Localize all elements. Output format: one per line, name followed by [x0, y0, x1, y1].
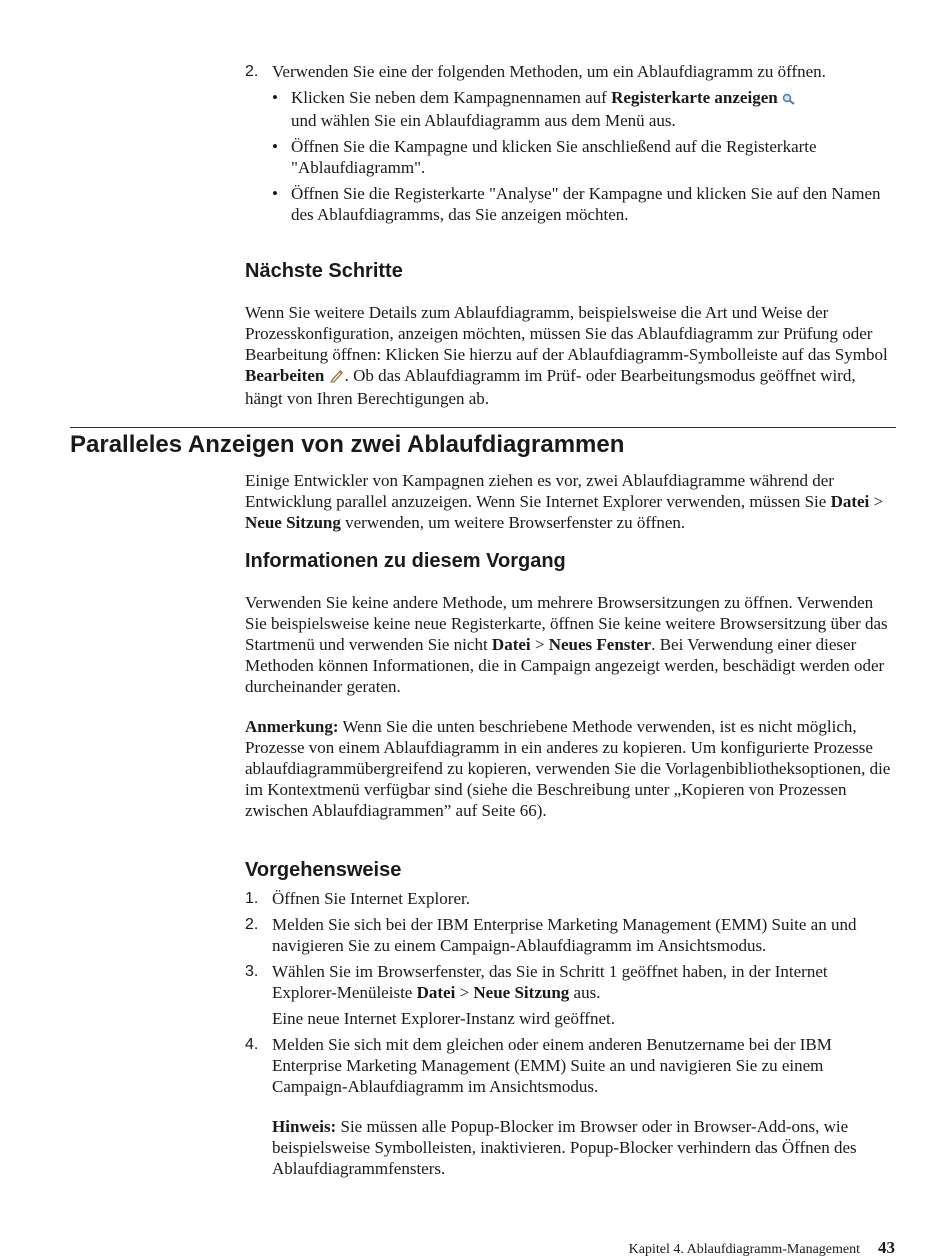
bullet-text-post: und wählen Sie ein Ablaufdiagramm aus dem Menü aus.: [291, 110, 676, 130]
step-item: [245, 914, 895, 956]
note-label: Anmerkung:: [245, 717, 339, 736]
bullet-item: [272, 87, 895, 131]
procedure-heading: Vorgehensweise: [245, 859, 402, 881]
section-intro: [245, 470, 895, 533]
bullet-item: [272, 136, 895, 178]
view-tab-label: Registerkarte anzeigen: [611, 88, 778, 107]
chapter-label: Kapitel 4. Ablaufdiagramm-Management: [628, 1242, 860, 1257]
step-number: 1.: [245, 890, 259, 907]
hint-text: Sie müssen alle Popup-Blocker im Browser oder in Browser-Add-ons, wie beispielsweise Symbolleisten, inaktivieren. Popup-Blocker verhindern das Öffnen des Ablaufdiagrammfensters.: [272, 1117, 857, 1178]
step-text: Melden Sie sich mit dem gleichen oder einem anderen Benutzername bei der IBM Enterprise Marketing Management (EMM) Suite an und navigieren Sie zu einem Campaign-Ablaufdiagramm im Ansichtsmodus.: [272, 1035, 832, 1096]
next-steps-paragraph: [245, 302, 895, 409]
step-text: Verwenden Sie eine der folgenden Methoden, um ein Ablaufdiagramm zu öffnen.: [272, 62, 826, 81]
page-footer: [629, 1238, 895, 1258]
procedure-section: [245, 858, 895, 1179]
step-text: Öffnen Sie Internet Explorer.: [272, 889, 470, 908]
new-session-label: Neue Sitzung: [245, 513, 341, 532]
bullet-list: [272, 87, 895, 225]
step-text: [272, 961, 895, 1003]
bullet-text: Öffnen Sie die Kampagne und klicken Sie anschließend auf die Registerkarte "Ablaufdiagramm".: [291, 136, 817, 177]
hint-paragraph: [272, 1116, 895, 1179]
step-item: [245, 1034, 895, 1179]
next-steps-section: [245, 259, 895, 409]
file-menu-label: Datei: [830, 492, 870, 511]
pencil-icon: [329, 367, 345, 388]
menu-separator: >: [530, 635, 549, 654]
about-section: [245, 549, 895, 821]
about-text-post: . Bei Verwendung einer dieser Methoden können Informationen, die in Campaign angezeigt werden, beschädigt werden oder durcheinander geraten.: [245, 635, 885, 696]
note-paragraph: [245, 716, 895, 821]
step-item: [245, 961, 895, 1029]
step-text: Melden Sie sich bei der IBM Enterprise Marketing Management (EMM) Suite an und navigieren Sie zu einem Campaign-Ablaufdiagramm im Ansichtsmodus.: [272, 915, 857, 955]
next-steps-text-pre: Wenn Sie weitere Details zum Ablaufdiagramm, beispielsweise die Art und Weise der Prozesskonfiguration, anzeigen möchten, müssen Sie das Ablaufdiagramm zur Prüfung oder Bearbeitung öffnen: Klicken Sie hierzu auf der Ablaufdiagramm-Symbolleiste auf das Symbol: [245, 303, 888, 364]
bullet-text: Öffnen Sie die Registerkarte "Analyse" der Kampagne und klicken Sie auf den Namen des Ablaufdiagramms, das Sie anzeigen möchten.: [291, 183, 881, 224]
new-session-label: Neue Sitzung: [473, 983, 570, 1002]
intro-text-post: verwenden, um weitere Browserfenster zu öffnen.: [340, 513, 686, 532]
file-menu-label: Datei: [416, 983, 456, 1002]
bullet-item: [272, 183, 895, 225]
next-steps-heading: Nächste Schritte: [245, 260, 403, 282]
new-window-label: Neues Fenster: [548, 635, 652, 654]
step-text-post: aus.: [569, 983, 601, 1002]
about-heading: Informationen zu diesem Vorgang: [245, 550, 566, 572]
intro-text-pre: Einige Entwickler von Kampagnen ziehen es vor, zwei Ablaufdiagramme während der Entwicklung parallel anzuzeigen. Wenn Sie Internet Explorer verwenden, müssen Sie: [245, 471, 834, 511]
bullet-dot: •: [272, 183, 278, 203]
menu-separator: >: [455, 983, 474, 1002]
next-steps-text-post: . Ob das Ablaufdiagramm im Prüf- oder Bearbeitungsmodus geöffnet wird, hängt von Ihren Berechtigungen ab.: [245, 366, 856, 408]
bullet-dot: •: [272, 88, 278, 107]
about-paragraph: [245, 592, 895, 697]
section-divider: [70, 427, 896, 428]
menu-separator: >: [869, 492, 884, 511]
magnifier-icon: [782, 89, 796, 110]
edit-label: Bearbeiten: [245, 366, 325, 385]
step-item: [245, 61, 895, 225]
step-number: 4.: [245, 1036, 259, 1053]
file-menu-label: Datei: [491, 635, 531, 654]
about-text-pre: Verwenden Sie keine andere Methode, um mehrere Browsersitzungen zu öffnen. Verwenden Sie beispielsweise keine neue Registerkarte, öffnen Sie keine weitere Browsersitzung über das Startmenü und verwenden Sie nicht: [245, 593, 888, 654]
step-number: 3.: [245, 963, 259, 980]
hint-label: Hinweis:: [272, 1117, 337, 1136]
bullet-dot: •: [272, 136, 278, 156]
open-flowchart-step: [245, 61, 895, 225]
note-text: Wenn Sie die unten beschriebene Methode verwenden, ist es nicht möglich, Prozesse von einem Ablaufdiagramm in ein anderes zu kopieren. Um konfigurierte Prozesse ablaufdiagrammübergreifend zu kopieren, verwenden Sie die Vorlagenbibliotheksoptionen, die im Kontextmenü verfügbar sind (siehe die Beschreibung unter „Kopieren von Prozessen zwischen Ablaufdiagrammen” auf Seite 66).: [245, 717, 891, 820]
step-result: Eine neue Internet Explorer-Instanz wird geöffnet.: [272, 1009, 615, 1028]
section-title: Paralleles Anzeigen von zwei Ablaufdiagrammen: [70, 431, 625, 458]
procedure-steps: [245, 888, 895, 1179]
step-text-pre: Wählen Sie im Browserfenster, das Sie in Schritt 1 geöffnet haben, in der Internet Explorer-Menüleiste: [272, 962, 828, 1002]
step-number: 2.: [245, 63, 259, 80]
bullet-text-pre: Klicken Sie neben dem Kampagnennamen auf: [291, 88, 612, 107]
page-number: 43: [878, 1238, 895, 1257]
step-number: 2.: [245, 916, 259, 933]
step-item: [245, 888, 895, 909]
